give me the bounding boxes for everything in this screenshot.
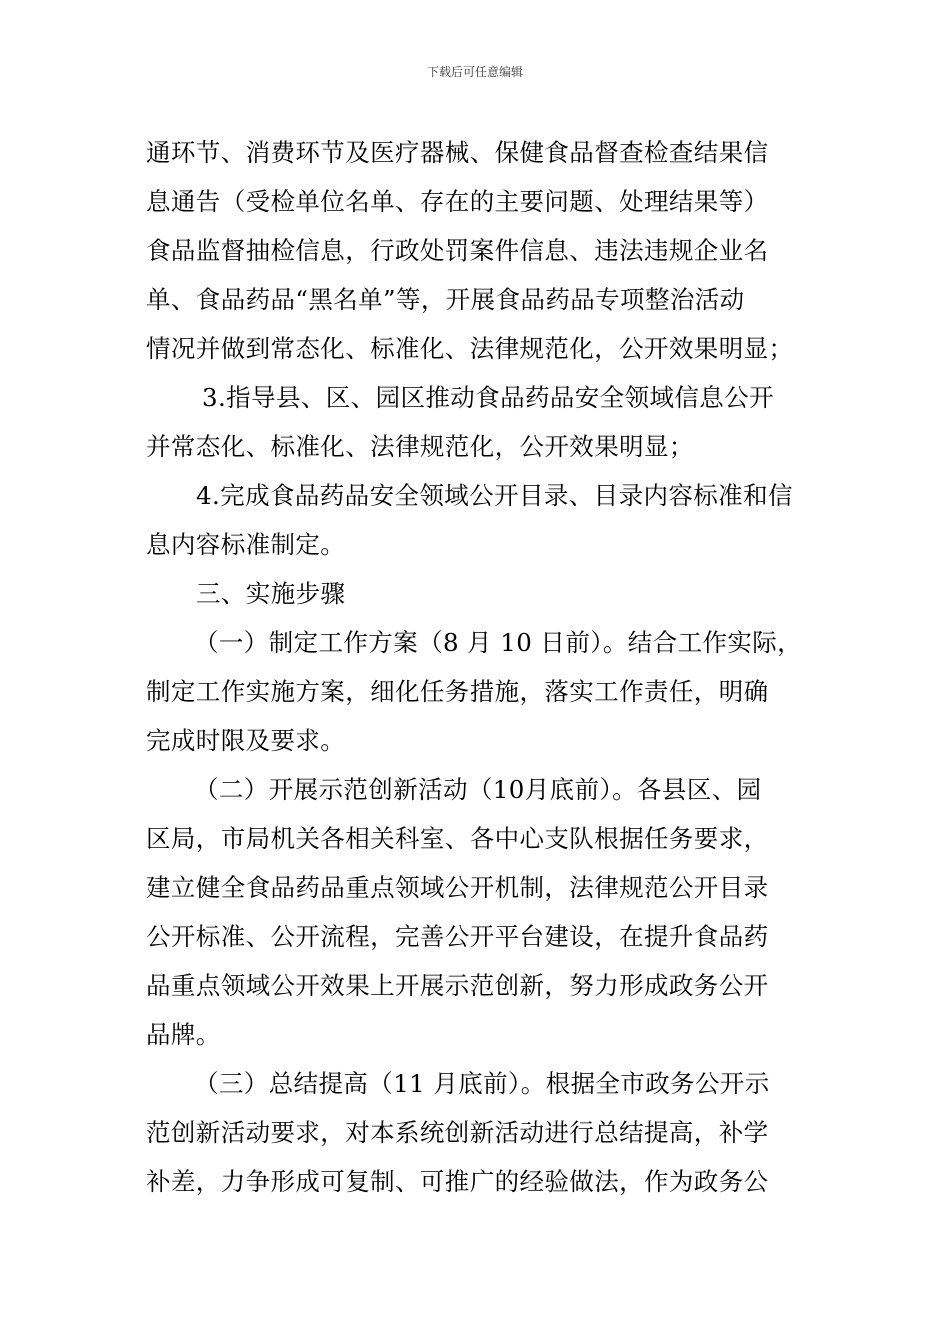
paragraph-line: 单、食品药品“黑名单”等，开展食品药品专项整治活动 [146, 285, 745, 314]
section-heading: 三、实施步骤 [196, 579, 346, 608]
paragraph-line: 区局，市局机关各相关科室、各中心支队根据任务要求， [146, 824, 769, 853]
paragraph-line: 息通告（受检单位名单、存在的主要问题、处理结果等） [146, 187, 769, 216]
list-item-3: 3.指导县、区、园区推动食品药品安全领域信息公开 [202, 383, 774, 412]
paragraph-line: 并常态化、标准化、法律规范化，公开效果明显； [146, 432, 694, 461]
paragraph-line: 补差，力争形成可复制、可推广的经验做法，作为政务公 [146, 1167, 769, 1196]
paragraph-line: 建立健全食品药品重点领域公开机制，法律规范公开目录 [146, 873, 769, 902]
document-body [146, 128, 816, 1206]
step-3-line: （三）总结提高（11 月底前）。根据全市政务公开示 [194, 1069, 770, 1098]
step-2-line: （二）开展示范创新活动（10月底前）。各县区、园 [194, 775, 762, 804]
paragraph-line: 制定工作实施方案，细化任务措施，落实工作责任，明确 [146, 677, 769, 706]
paragraph-line: 完成时限及要求。 [146, 726, 346, 755]
step-1-line: （一）制定工作方案（8 月 10 日前）。结合工作实际， [194, 628, 803, 657]
paragraph-line: 情况并做到常态化、标准化、法律规范化，公开效果明显； [146, 334, 794, 363]
page-header: 下载后可任意编辑 [426, 65, 523, 79]
paragraph-line: 公开标准、公开流程，完善公开平台建设，在提升食品药 [146, 922, 769, 951]
paragraph-line: 通环节、消费环节及医疗器械、保健食品督查检查结果信 [146, 138, 769, 167]
paragraph-line: 品重点领域公开效果上开展示范创新，努力形成政务公开 [146, 971, 769, 1000]
paragraph-line: 食品监督抽检信息，行政处罚案件信息、违法违规企业名 [146, 236, 769, 265]
list-item-4: 4.完成食品药品安全领域公开目录、目录内容标准和信 [196, 481, 793, 510]
paragraph-line: 范创新活动要求，对本系统创新活动进行总结提高，补学 [146, 1118, 769, 1147]
paragraph-line: 品牌。 [146, 1020, 221, 1049]
paragraph-line: 息内容标准制定。 [146, 530, 346, 559]
